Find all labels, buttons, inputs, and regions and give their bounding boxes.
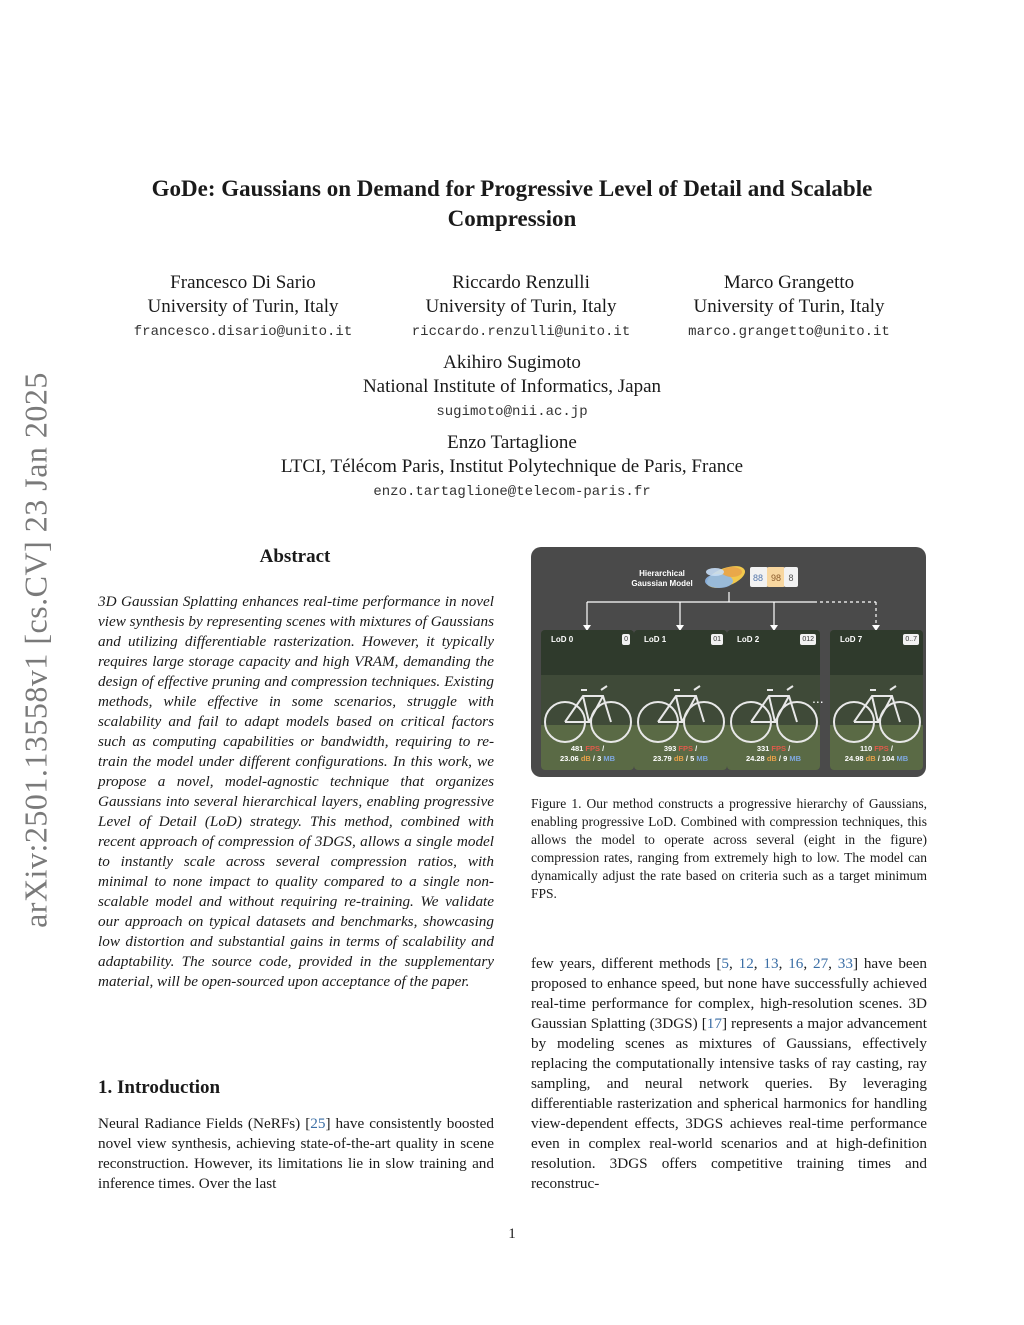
introduction-paragraph: Neural Radiance Fields (NeRFs) [25] have consistently boosted novel view synthesis, achieving state-of-the-art quality in scene reconstruction. However, its limitations lie in slow training and inference times. Over the last — [98, 1115, 494, 1192]
author-block — [118, 271, 368, 342]
lod-stats: 110 FPS / 24.98 dB / 104 MB — [844, 744, 909, 763]
lod-stats: 331 FPS / 24.28 dB / 9 MB — [745, 744, 802, 763]
author-email[interactable]: enzo.tartaglione@telecom-paris.fr — [373, 484, 651, 500]
lod-label: LoD 0 — [551, 635, 574, 644]
citation-link[interactable]: 25 — [310, 1115, 326, 1132]
author-email[interactable]: sugimoto@nii.ac.jp — [436, 404, 588, 420]
lod-label: LoD 7 — [840, 635, 863, 644]
arxiv-side-stamp — [6, 360, 66, 940]
author-name: Akihiro Sugimoto — [443, 352, 581, 373]
lod-label: LoD 1 — [644, 635, 667, 644]
lod-stats: 393 FPS / 23.79 dB / 5 MB — [652, 744, 709, 763]
author-block — [664, 271, 914, 342]
introduction-continued: few years, different methods [5, 12, 13, 16, 27, 33] have been proposed to enhance speed, but none have successfully achieved real-time performance for complex, high-resolution scenes. 3D Gaussian Splatting (3DGS) [17] represents a major advancement by modeling scenes as mixtures of Gaussians, effectively replacing the computationally intensive tasks of ray casting, ray sampling, and neural network queries. By leveraging differentiable rasterization and spherical harmonics for handling view-dependent effects, 3DGS achieves real-time performance even in complex real-world scenarios and at high-definition resolution. 3DGS offers competitive training times and reconstruc- — [531, 955, 927, 1192]
arxiv-identifier: arXiv:2501.13558v1 [cs.CV] 23 Jan 2025 — [17, 372, 54, 928]
hierarchy-diagram — [531, 547, 926, 637]
lod-layer-icons — [750, 567, 798, 587]
author-name: Marco Grangetto — [723, 272, 855, 293]
section-heading-introduction: 1. Introduction — [98, 1077, 221, 1098]
citation-link[interactable]: 16 — [788, 955, 804, 972]
author-affiliation: University of Turin, Italy — [425, 296, 617, 317]
figure-1 — [531, 547, 926, 777]
lod-layer-badge: 0..7 — [905, 636, 917, 643]
lod-stats: 481 FPS / 23.06 dB / 3 MB — [559, 744, 616, 763]
citation-link[interactable]: 5 — [721, 955, 729, 972]
author-email[interactable]: francesco.disario@unito.it — [133, 324, 353, 340]
svg-text:98: 98 — [770, 573, 782, 583]
author-affiliation: University of Turin, Italy — [147, 296, 339, 317]
author-email[interactable]: marco.grangetto@unito.it — [688, 324, 890, 340]
svg-text:8: 8 — [788, 573, 794, 583]
citation-link[interactable]: 13 — [763, 955, 779, 972]
lod-panel — [727, 630, 820, 770]
svg-text:88: 88 — [752, 573, 764, 583]
author-affiliation: National Institute of Informatics, Japan — [362, 376, 662, 397]
lod-layer-badge: 0 — [624, 636, 628, 643]
author-name: Francesco Di Sario — [170, 272, 316, 293]
lod-layer-badge: 01 — [713, 636, 721, 643]
citation-link[interactable]: 27 — [812, 955, 829, 972]
lod-layer-badge: 012 — [802, 636, 814, 643]
hierarchical-model-label: Hierarchical Gaussian Model — [631, 569, 693, 588]
lod-panel — [830, 630, 923, 770]
author-affiliation: LTCI, Télécom Paris, Institut Polytechnique de Paris, France — [280, 456, 744, 477]
citation-link[interactable]: 12 — [738, 955, 754, 972]
lod-panel — [634, 630, 727, 770]
lod-panel — [541, 630, 634, 770]
author-block — [396, 271, 646, 342]
ellipsis: ... — [812, 690, 824, 706]
author-block — [262, 351, 762, 422]
citation-link[interactable]: 33 — [837, 955, 853, 972]
author-affiliation: University of Turin, Italy — [693, 296, 885, 317]
paper-title: GoDe: Gaussians on Demand for Progressive Level of Detail and Scalable Compression — [151, 176, 873, 231]
citation-link[interactable]: 17 — [706, 1015, 722, 1032]
figure-caption: Figure 1. Our method constructs a progressive hierarchy of Gaussians, enabling progressive LoD. Combined with compression techniques, this allows the model to operate across several (eight in the figure) compression rates, ranging from extremely high to low. The model can dynamically adjust the rate based on criteria such as a target minimum FPS. — [531, 796, 927, 901]
page-number: 1 — [508, 1226, 516, 1242]
lod-label: LoD 2 — [737, 635, 760, 644]
abstract-text: 3D Gaussian Splatting enhances real-time performance in novel view synthesis by representing scenes with mixtures of Gaussians and utilizing differentiable rasterization. However, it typically requires large storage capacity and high VRAM, demanding the design of effective pruning and compression techniques. Existing methods, while effective in some scenarios, struggle with scalability and fail to adapt models based on critical factors such as computing capabilities or bandwidth, requiring to re-train the model under different configurations. In this work, we propose a novel, model-agnostic technique that organizes Gaussians into several hierarchical layers, enabling progressive Level of Detail (LoD) strategy. This method, combined with recent approach of compression of 3DGS, allows a single model to instantly scale across several compression ratios, with minimal to none impact to quality compared to a single non-scalable model and without requiring re-training. We validate our approach on typical datasets and benchmarks, showcasing low distortion and substantial gains in terms of scalability and adaptability. The source code, provided in the supplementary material, will be open-sourced upon acceptance of the paper. — [98, 593, 494, 990]
gaussian-model-icon — [704, 562, 748, 593]
abstract-heading: Abstract — [259, 546, 331, 567]
author-block — [212, 431, 812, 502]
author-name: Enzo Tartaglione — [447, 432, 577, 453]
author-email[interactable]: riccardo.renzulli@unito.it — [411, 324, 631, 340]
author-name: Riccardo Renzulli — [452, 272, 590, 293]
